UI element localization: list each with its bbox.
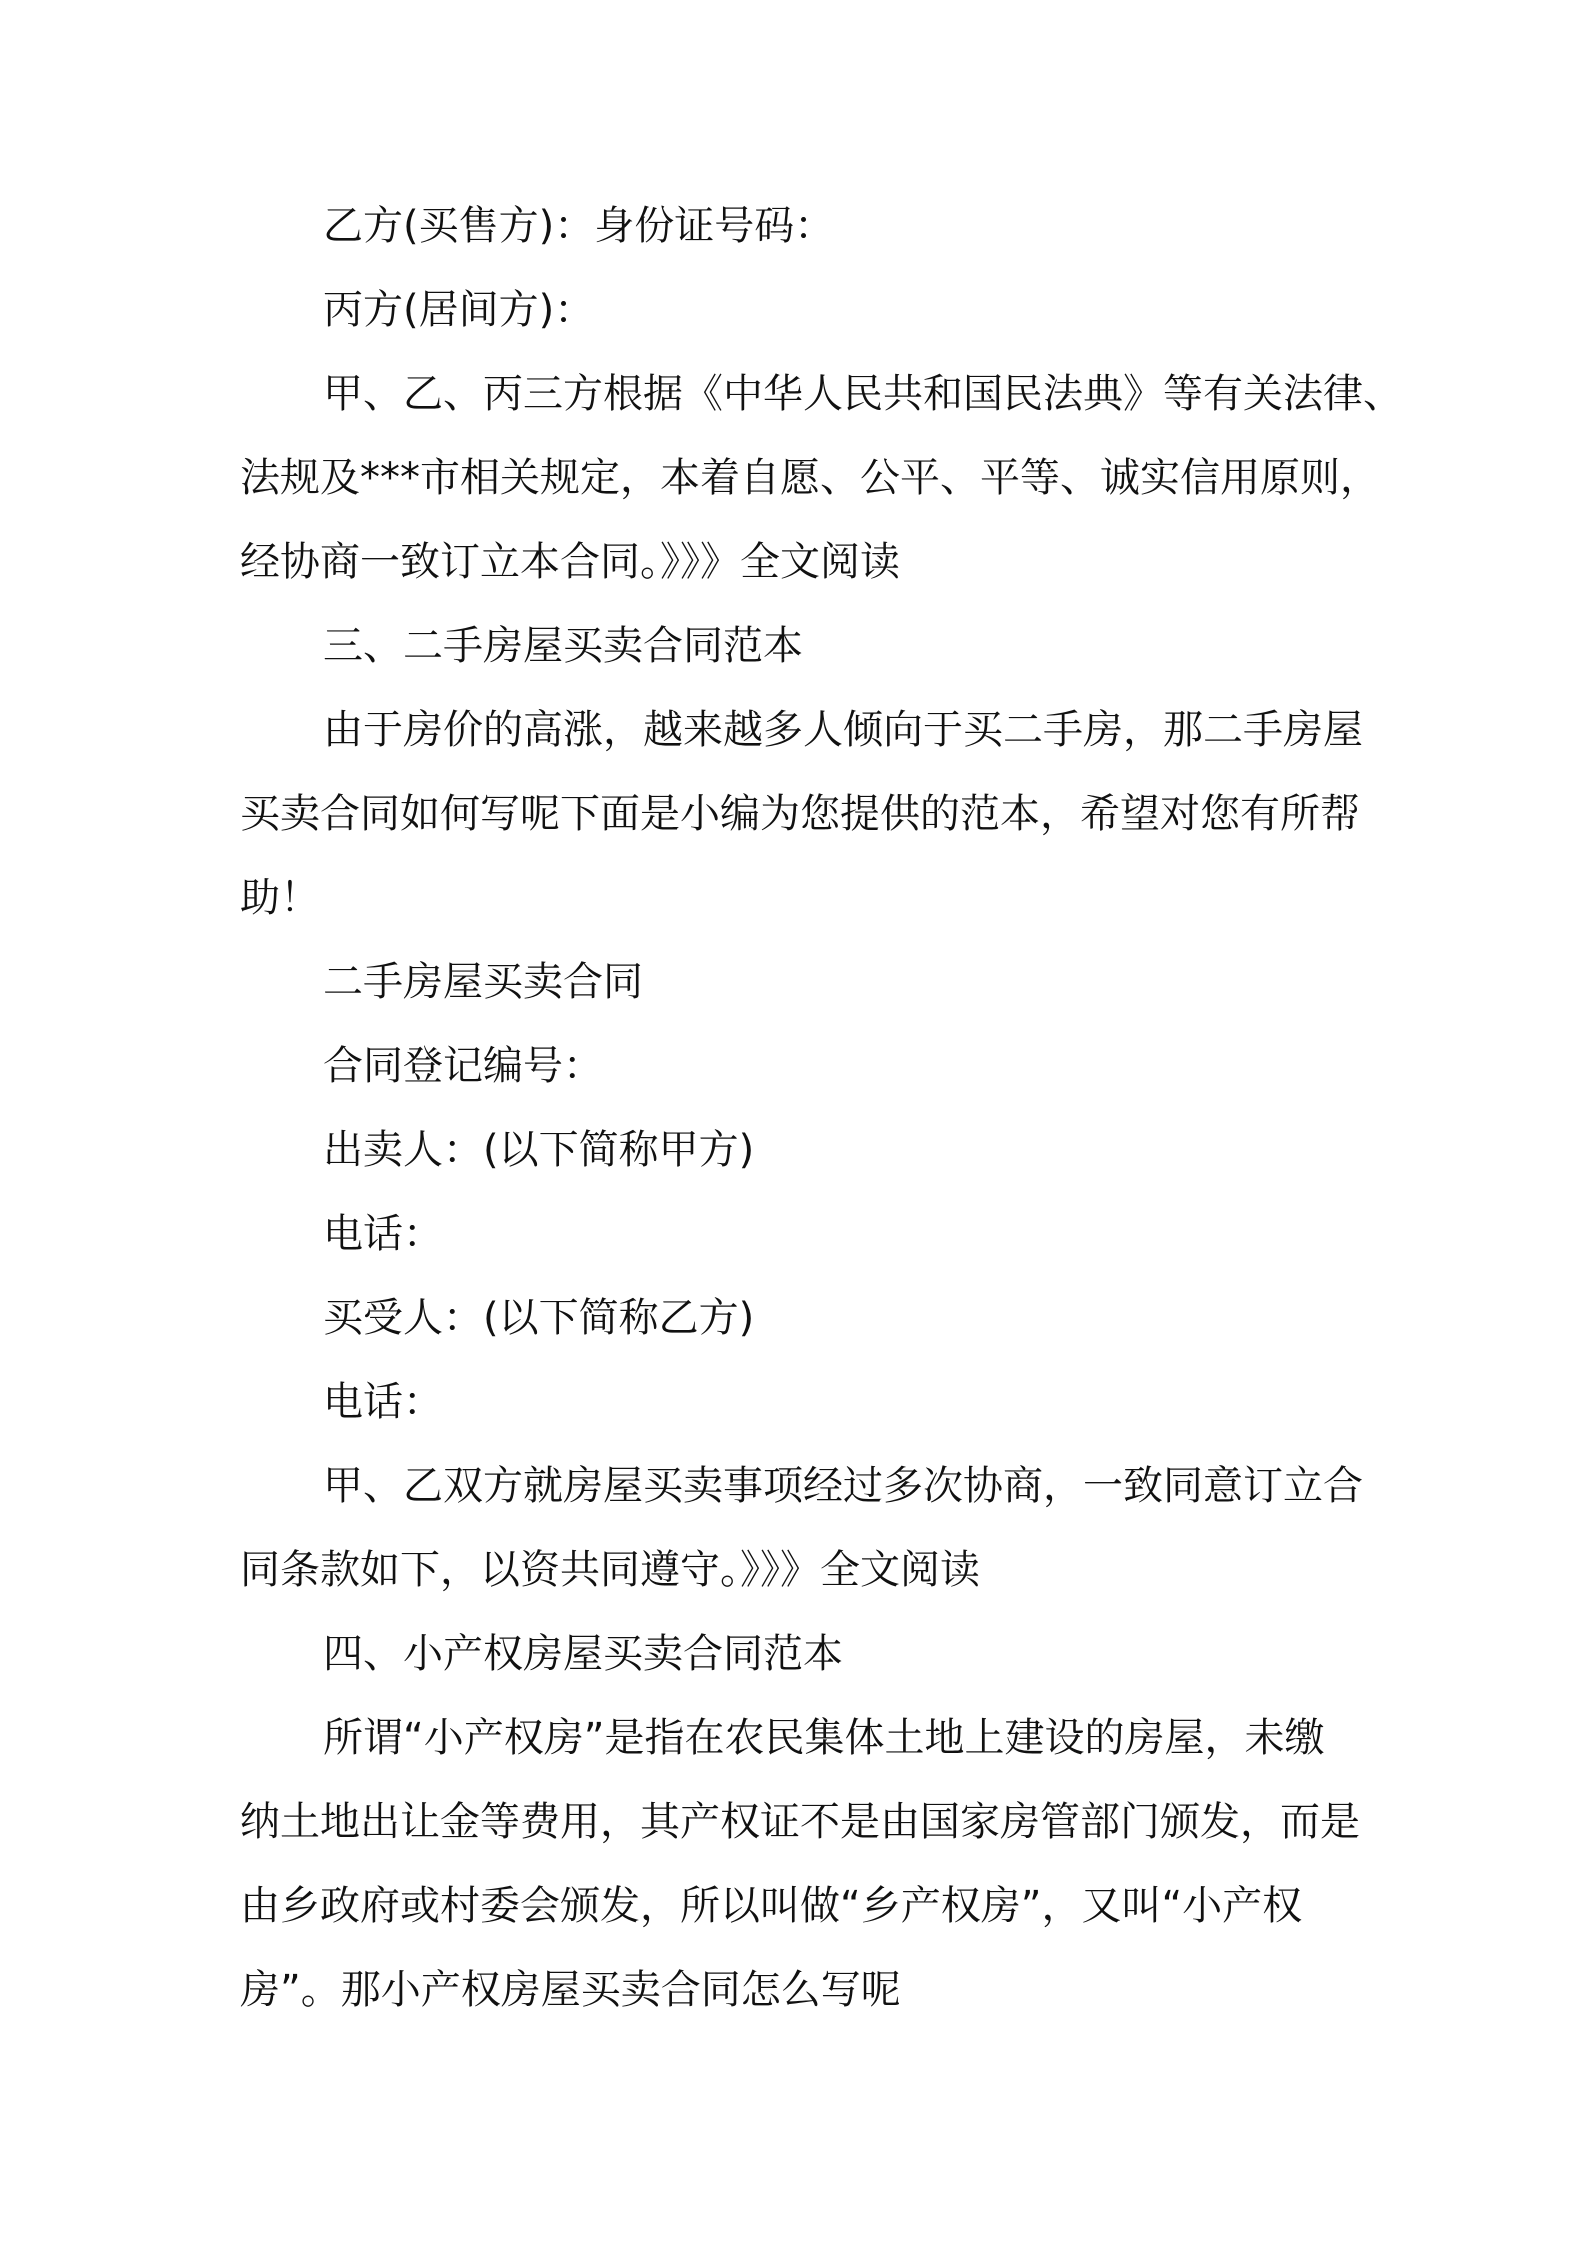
seller-label: 出卖人：(以下简称甲方) (323, 1127, 755, 1173)
paragraph-line: 甲、乙、丙三方根据《中华人民共和国民法典》等有关法律、 (323, 371, 1403, 417)
paragraph-line: 助！ (240, 875, 320, 921)
paragraph-line: 所谓“小产权房”是指在农民集体土地上建设的房屋，未缴 (323, 1715, 1325, 1761)
contract-number-label: 合同登记编号： (323, 1043, 603, 1089)
buyer-label: 买受人：(以下简称乙方) (323, 1295, 755, 1341)
section-heading-4: 四、小产权房屋买卖合同范本 (323, 1631, 843, 1677)
party-b-line: 乙方(买售方)：身份证号码： (323, 203, 835, 249)
seller-phone-label: 电话： (323, 1211, 443, 1257)
paragraph-line: 法规及***市相关规定，本着自愿、公平、平等、诚实信用原则， (240, 455, 1380, 501)
contract-title: 二手房屋买卖合同 (323, 959, 643, 1005)
section-heading-3: 三、二手房屋买卖合同范本 (323, 623, 803, 669)
paragraph-line: 买卖合同如何写呢下面是小编为您提供的范本，希望对您有所帮 (240, 791, 1360, 837)
paragraph-line: 房”。那小产权房屋买卖合同怎么写呢 (240, 1967, 901, 2013)
buyer-phone-label: 电话： (323, 1379, 443, 1425)
paragraph-line-read-more: 经协商一致订立本合同。》》》全文阅读 (240, 539, 900, 585)
paragraph-line-read-more: 同条款如下，以资共同遵守。》》》全文阅读 (240, 1547, 980, 1593)
party-c-line: 丙方(居间方)： (323, 287, 595, 333)
paragraph-line: 由乡政府或村委会颁发，所以叫做“乡产权房”，又叫“小产权 (240, 1883, 1303, 1929)
paragraph-line: 甲、乙双方就房屋买卖事项经过多次协商，一致同意订立合 (323, 1463, 1363, 1509)
paragraph-line: 纳土地出让金等费用，其产权证不是由国家房管部门颁发，而是 (240, 1799, 1360, 1845)
paragraph-line: 由于房价的高涨，越来越多人倾向于买二手房，那二手房屋 (323, 707, 1363, 753)
